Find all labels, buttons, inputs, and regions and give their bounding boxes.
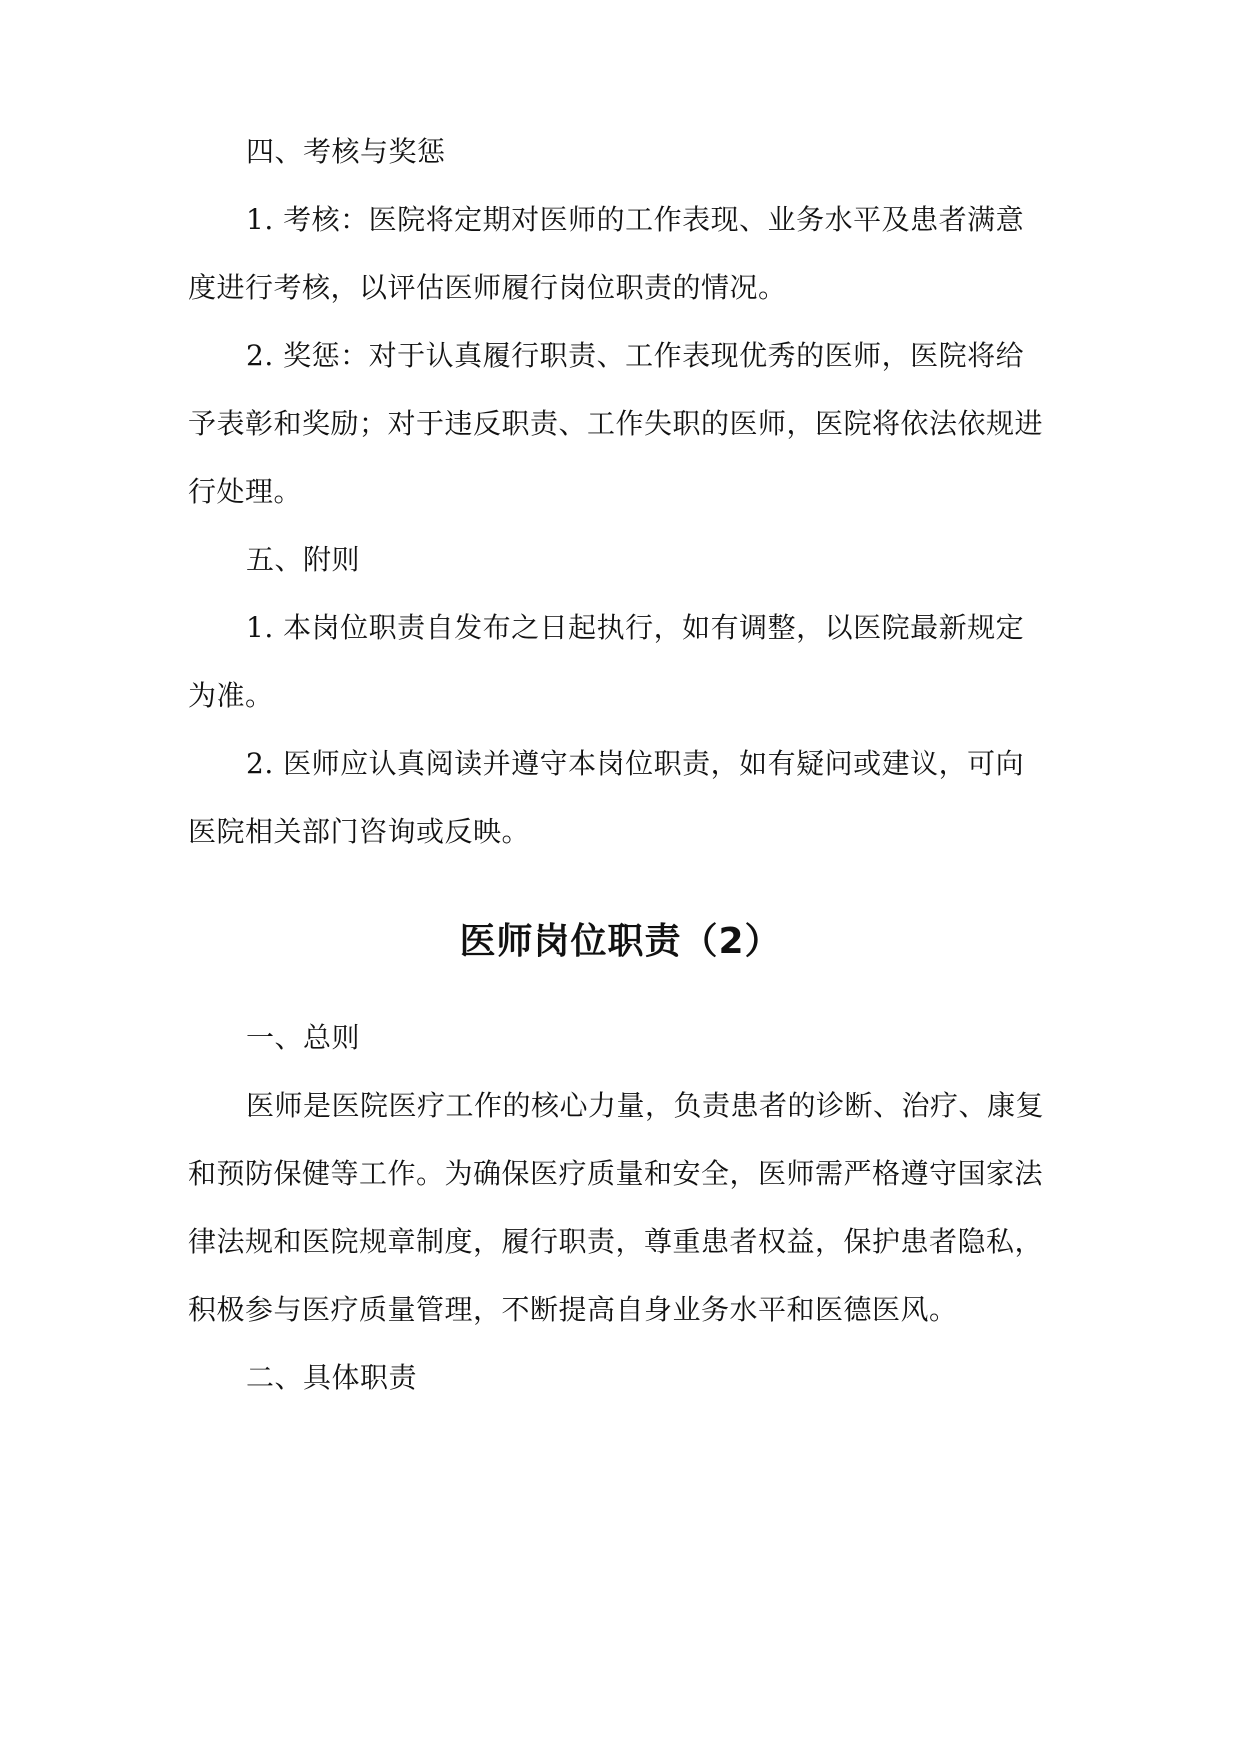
section-5-item-2-line-2: 医院相关部门咨询或反映。: [188, 815, 531, 848]
section-4-heading: 四、考核与奖惩: [246, 135, 446, 168]
doc2-section-1-heading: 一、总则: [246, 1021, 361, 1054]
section-4-item-2-line-2: 予表彰和奖励；对于违反职责、工作失职的医师，医院将依法依规进: [188, 407, 1044, 440]
doc2-section-1-para-line-4: 积极参与医疗质量管理，不断提高自身业务水平和医德医风。: [188, 1293, 958, 1326]
section-4-item-2-line-1: 2. 奖惩：对于认真履行职责、工作表现优秀的医师，医院将给: [246, 339, 1025, 372]
doc2-section-1-para-line-3: 律法规和医院规章制度，履行职责，尊重患者权益，保护患者隐私，: [188, 1225, 1044, 1258]
section-4-item-1-line-2: 度进行考核，以评估医师履行岗位职责的情况。: [188, 271, 787, 304]
section-5-heading: 五、附则: [246, 543, 361, 576]
section-5-item-2-line-1: 2. 医师应认真阅读并遵守本岗位职责，如有疑问或建议，可向: [246, 747, 1025, 780]
doc2-section-2-heading: 二、具体职责: [246, 1361, 418, 1394]
section-5-item-1-line-1: 1. 本岗位职责自发布之日起执行，如有调整，以医院最新规定: [246, 611, 1025, 644]
section-5-item-1-line-2: 为准。: [188, 679, 274, 712]
section-4-item-2-line-3: 行处理。: [188, 475, 303, 508]
document-title: 医师岗位职责（2）: [459, 921, 782, 962]
doc2-section-1-para-line-2: 和预防保健等工作。为确保医疗质量和安全，医师需严格遵守国家法: [188, 1157, 1044, 1190]
section-4-item-1-line-1: 1. 考核：医院将定期对医师的工作表现、业务水平及患者满意: [246, 203, 1025, 236]
doc2-section-1-para-line-1: 医师是医院医疗工作的核心力量，负责患者的诊断、治疗、康复: [246, 1089, 1045, 1122]
